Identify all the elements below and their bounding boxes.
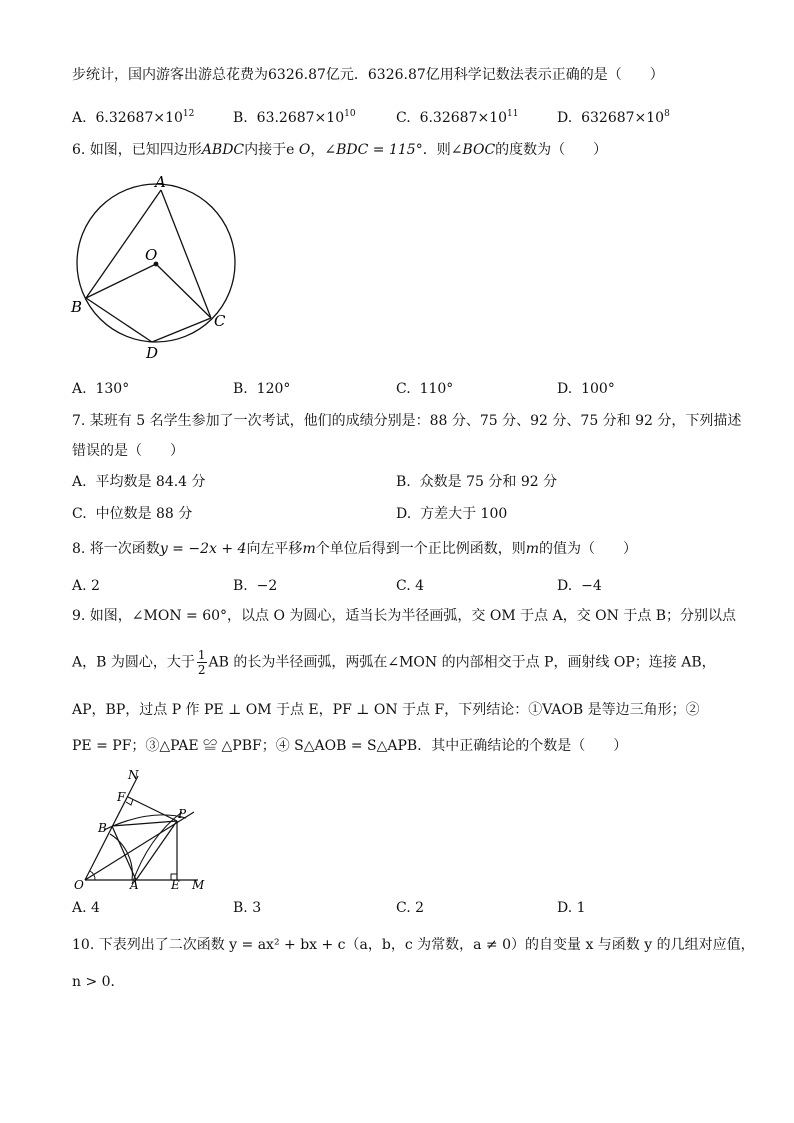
q8-stem: 8. 将一次函数y = −2x + 4向左平移m个单位后得到一个正比例函数，则m的值为（ ） [72,541,637,557]
q5-option-b: B. $63.2687\times 10^{10}$ [233,109,356,126]
q8-option-b: B. −2 [233,578,278,594]
label-b: B [98,821,107,835]
q7-stem-line1: 7. 某班有 5 名学生参加了一次考试，他们的成绩分别是：88 分、75 分、92 分、75 分和 92 分，下列描述 [72,413,742,429]
q9-option-b: B. 3 [233,900,262,916]
q7-option-c: C. 中位数是 88 分 [72,506,193,522]
label-e: E [171,878,180,892]
q9-stem-line3: AP，BP，过点 P 作 PE ⊥ OM 于点 E，PF ⊥ ON 于点 F，下列结论：①VAOB 是等边三角形；② [72,702,700,718]
q8-option-c: C. 4 [396,578,425,594]
q8-option-d: D. −4 [557,578,602,594]
q9-stem-line2: A，B 为圆心，大于 $\frac{1}{2}$ AB 的长为半径画弧，两弧在∠MON 的内部相交于点 P，画射线 OP；连接 AB， [72,648,716,677]
q10-stem-line2: n > 0． [72,974,125,990]
q5-stem: 步统计，国内游客出游总花费为6326.87亿元．6326.87亿用科学记数法表示正确的是（ ） [72,67,664,83]
q7-option-b: B. 众数是 75 分和 92 分 [396,474,558,490]
q8-option-a: A. 2 [72,578,100,594]
q6-figure [66,172,256,362]
q7-stem-line2: 错误的是（ ） [72,443,184,459]
q6-option-a: A. 130° [72,381,130,397]
label-m: M [192,878,205,892]
q7-option-d: D. 方差大于 100 [396,506,508,522]
q10-stem-line1: 10. 下表列出了二次函数 y = ax² + bx + c（a，b，c 为常数，a ≠ 0）的自变量 x 与函数 y 的几组对应值， [72,937,755,953]
label-o: O [145,246,158,264]
q5-option-a: A. $6.32687\times 10^{12}$ [72,109,195,126]
label-d: D [146,344,159,362]
fraction-one-half: $\frac{1}{2}$ [197,648,206,677]
q7-option-a: A. 平均数是 84.4 分 [72,474,206,490]
q9-figure [70,768,220,893]
q6-option-b: B. 120° [233,381,291,397]
q6-option-c: C. 110° [396,381,454,397]
label-a: A [130,878,139,892]
label-p: P [178,807,187,821]
label-o: O [74,878,84,892]
q9-option-d: D. 1 [557,900,586,916]
q5-option-d: D. $632687\times 10^8$ [557,109,670,126]
label-n: N [128,768,139,782]
q9-stem-line4: PE = PF；③△PAE ≌ △PBF；④ S△AOB = S△APB．其中正确结论的个数是（ ） [72,738,628,754]
q9-option-a: A. 4 [72,900,100,916]
label-b: B [71,298,83,316]
q6-stem: 6. 如图，已知四边形ABDC内接于e O，∠BDC = 115°．则∠BOC的度数为（ ） [72,142,608,158]
q5-option-c: C. $6.32687\times 10^{11}$ [396,109,519,126]
label-f: F [117,790,126,804]
label-a: A [155,173,166,191]
label-c: C [214,312,226,330]
q9-option-c: C. 2 [396,900,425,916]
q9-stem-line1: 9. 如图，∠MON = 60°，以点 O 为圆心，适当长为半径画弧，交 OM 于点 A，交 ON 于点 B；分别以点 [72,608,737,624]
q6-option-d: D. 100° [557,381,615,397]
